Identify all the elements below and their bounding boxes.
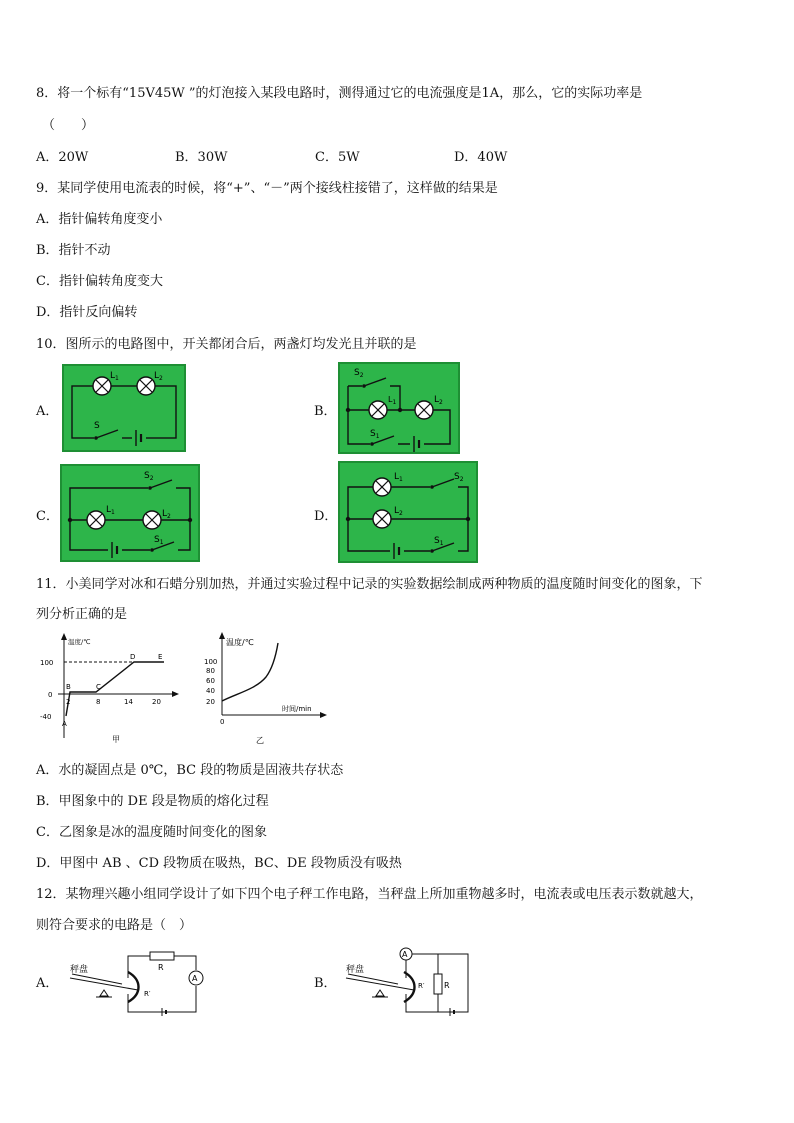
q8-paren: （ ） (42, 118, 95, 133)
q12-b-rprime-label: R′ (418, 982, 425, 990)
q10-d-s2-label: $S_2$ (454, 472, 464, 483)
q11-jia-ytick-neg40: -40 (40, 713, 52, 721)
q11-jia-xtick-8: 8 (96, 698, 101, 706)
q11-jia-xtick-20: 20 (152, 698, 161, 706)
q12-a-r-label: R (158, 963, 164, 972)
q11-option-c: C．乙图象是冰的温度随时间变化的图象 (36, 825, 267, 840)
q11-option-a: A．水的凝固点是 0℃，BC 段的物质是固液共存状态 (36, 763, 344, 778)
q11-yi-caption: 乙 (256, 736, 264, 745)
q12-circuit-a (62, 944, 212, 1018)
q11-graph-yi (198, 631, 330, 747)
q11-stem-line2: 列分析正确的是 (36, 607, 128, 622)
q12-label-a: A． (36, 976, 59, 991)
q10-a-l1-label: $L_1$ (110, 371, 119, 382)
q9-stem: 9．某同学使用电流表的时候，将“+”、“－”两个接线柱接错了，这样做的结果是 (36, 181, 498, 196)
q8-stem: 8．将一个标有“15V45W ”的灯泡接入某段电路时，测得通过它的电流强度是1A，那么，它的实际功率是 (36, 86, 643, 101)
q11-jia-caption: 甲 (112, 735, 120, 744)
q9-option-d: D．指针反向偏转 (36, 305, 138, 320)
q10-label-d: D． (314, 509, 338, 524)
q10-label-a: A． (36, 404, 59, 419)
q11-yi-ytick-40: 40 (206, 687, 215, 695)
q10-c-l2-label: $L_2$ (162, 509, 171, 520)
q8-option-a: A．20W (36, 150, 89, 165)
q11-jia-ylabel: 温度/℃ (68, 638, 91, 646)
q11-option-b: B．甲图象中的 DE 段是物质的熔化过程 (36, 794, 269, 809)
q11-jia-point-d: D (130, 653, 136, 661)
q11-yi-xlabel: 时间/min (282, 705, 312, 713)
q12-a-ammeter: A (192, 974, 198, 983)
q11-yi-ytick-80: 80 (206, 667, 215, 675)
q12-circuit-b (338, 944, 474, 1018)
q10-circuit-d (338, 461, 478, 563)
q11-yi-ytick-20: 20 (206, 698, 215, 706)
q10-b-s1-label: $S_1$ (370, 429, 380, 440)
q8-option-b: B．30W (175, 150, 228, 165)
q8-option-d: D．40W (454, 150, 508, 165)
q8-option-c: C．5W (315, 150, 360, 165)
q11-yi-ylabel: 温度/℃ (226, 638, 254, 647)
q11-yi-ytick-100: 100 (204, 658, 218, 666)
q12-a-pan-label: 秤盘 (70, 965, 89, 975)
q11-jia-point-a: A (62, 720, 67, 728)
q10-circuit-b (338, 362, 460, 454)
q9-option-b: B．指针不动 (36, 243, 111, 258)
q12-label-b: B． (314, 976, 337, 991)
q12-b-r-label: R (444, 981, 450, 990)
q10-d-l2-label: $L_2$ (394, 506, 403, 517)
q12-b-pan-label: 秤盘 (346, 965, 365, 975)
q11-stem-line1: 11．小美同学对冰和石蜡分别加热，并通过实验过程中记录的实验数据绘制成两种物质的温度随时间变化的图象，下 (36, 577, 703, 592)
q12-stem-line1: 12．某物理兴趣小组同学设计了如下四个电子秤工作电路，当秤盘上所加重物越多时，电流表或电压表示数就越大， (36, 887, 703, 902)
q11-option-d: D．甲图中 AB 、CD 段物质在吸热，BC、DE 段物质没有吸热 (36, 856, 402, 871)
q10-circuit-a (62, 364, 186, 452)
q10-b-l1-label: $L_1$ (388, 395, 397, 406)
q10-b-l2-label: $L_2$ (434, 395, 443, 406)
q11-yi-ytick-60: 60 (206, 677, 215, 685)
q10-stem: 10．图所示的电路图中，开关都闭合后，两盏灯均发光且并联的是 (36, 337, 417, 352)
q11-jia-point-e: E (158, 653, 163, 661)
q9-option-c: C．指针偏转角度变大 (36, 274, 163, 289)
q10-label-c: C． (36, 509, 59, 524)
q10-c-s2-label: $S_2$ (144, 471, 154, 482)
q10-b-s2-label: $S_2$ (354, 368, 364, 379)
q12-b-ammeter: A (402, 950, 408, 959)
q11-jia-point-b: B (66, 683, 71, 691)
q11-jia-point-c: C (96, 683, 101, 691)
q11-yi-ytick-0: 0 (220, 718, 225, 726)
q11-graph-jia (36, 630, 186, 746)
q10-circuit-c (60, 464, 200, 562)
q11-jia-xtick-14: 14 (124, 698, 133, 706)
q11-jia-xtick-2: 2 (66, 698, 71, 706)
q10-d-s1-label: $S_1$ (434, 536, 444, 547)
q10-c-s1-label: $S_1$ (154, 535, 164, 546)
q10-a-s-label: S (94, 421, 100, 431)
q9-option-a: A．指针偏转角度变小 (36, 212, 163, 227)
q11-jia-ytick-0: 0 (48, 691, 53, 699)
q10-d-l1-label: $L_1$ (394, 472, 403, 483)
q11-jia-ytick-100: 100 (40, 659, 54, 667)
q12-a-rprime-label: R′ (144, 990, 151, 998)
q12-stem-line2: 则符合要求的电路是（ ） (36, 918, 193, 933)
q10-label-b: B． (314, 404, 337, 419)
q10-a-l2-label: $L_2$ (154, 371, 163, 382)
q10-c-l1-label: $L_1$ (106, 505, 115, 516)
